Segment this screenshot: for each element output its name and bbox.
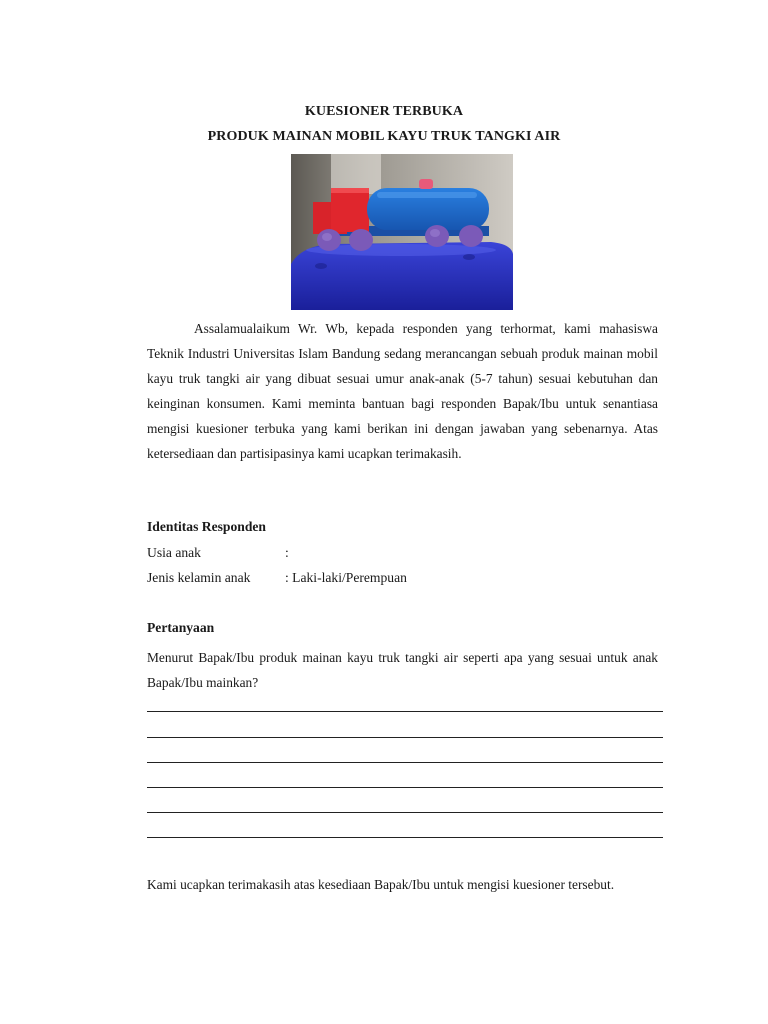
identity-heading: Identitas Responden [147, 519, 266, 534]
answer-line[interactable] [147, 837, 663, 838]
answer-line[interactable] [147, 711, 663, 712]
answer-line[interactable] [147, 762, 663, 763]
product-photo-toy-water-tank-truck [291, 154, 513, 310]
closing-paragraph: Kami ucapkan terimakasih atas kesediaan Bapak/Ibu untuk mengisi kuesioner tersebut. [147, 877, 615, 892]
intro-paragraph: Assalamualaikum Wr. Wb, kepada responden yang terhormat, kami mahasiswa Teknik Industri Universitas Islam Bandung sedang merancangan sebuah produk mainan mobil kayu truk tangki air yang dibuat sesuai umur anak-anak (5-7 tahun) sesuai kebutuhan dan keinginan konsumen. Kami meminta bantuan bagi responden Bapak/Ibu untuk senantiasa mengisi kuesioner terbuka yang kami berikan ini dengan jawaban yang sebenarnya. Atas ketersediaan dan partisipasinya kami ucapkan terimakasih. [147, 321, 658, 461]
questions-heading: Pertanyaan [147, 620, 215, 635]
question-text: Menurut Bapak/Ibu produk mainan kayu truk tangki air seperti apa yang sesuai untuk anak Bapak/Ibu mainkan? [147, 650, 658, 690]
document-title: KUESIONER TERBUKA [304, 104, 464, 119]
field-value[interactable]: : [285, 545, 289, 560]
field-value[interactable]: : Laki-laki/Perempuan [285, 570, 407, 585]
field-label: Usia anak [147, 545, 201, 560]
answer-line[interactable] [147, 812, 663, 813]
answer-line[interactable] [147, 787, 663, 788]
document-subtitle: PRODUK MAINAN MOBIL KAYU TRUK TANGKI AIR [207, 129, 561, 144]
field-label: Jenis kelamin anak [147, 570, 251, 585]
answer-line[interactable] [147, 737, 663, 738]
